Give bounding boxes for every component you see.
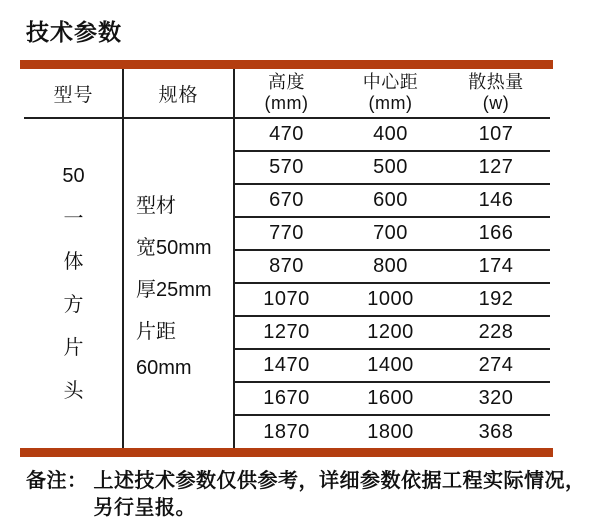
spec-cell [123, 119, 234, 449]
table-row [234, 185, 550, 218]
model-column-header: 型号 [53, 84, 94, 106]
column-header-label: 散热量 [468, 72, 524, 92]
table-cell: 670 [269, 189, 304, 211]
table-cell: 1870 [263, 421, 310, 443]
table-row [234, 218, 550, 251]
table-cell: 228 [478, 321, 514, 343]
column-header-unit: (mm) [264, 93, 309, 113]
table-header-row [24, 69, 550, 119]
column-headers [234, 69, 550, 117]
table-body [24, 119, 550, 449]
spec-table [24, 69, 550, 449]
table-cell: 400 [373, 123, 408, 145]
column-header [234, 69, 339, 117]
note-line: 上述技术参数仅供参考，详细参数依据工程实际情况， [93, 470, 586, 492]
table-cell: 1270 [263, 321, 310, 343]
column-divider-spec-data [233, 69, 235, 449]
note [26, 468, 592, 522]
bottom-accent-bar [20, 448, 553, 457]
table-cell: 146 [478, 189, 514, 211]
table-row [234, 152, 550, 185]
table-cell: 470 [269, 123, 304, 145]
spec-line: 型材 [136, 194, 176, 217]
table-row [234, 317, 550, 350]
model-line: 方 [63, 294, 84, 316]
column-header-unit: (w) [482, 93, 510, 113]
table-cell: 274 [478, 354, 514, 376]
table-cell: 166 [478, 222, 514, 244]
column-header [339, 69, 442, 117]
note-label: 备注： [26, 470, 88, 492]
table-cell: 1600 [367, 387, 414, 409]
table-cell: 600 [373, 189, 408, 211]
table-cell: 127 [478, 156, 514, 178]
column-divider-model-spec [122, 69, 124, 449]
table-cell: 107 [478, 123, 514, 145]
model-line: 一 [63, 208, 84, 230]
table-cell: 368 [478, 421, 514, 443]
model-line: 片 [63, 337, 84, 359]
spec-line: 厚25mm [136, 278, 212, 301]
table-cell: 1470 [263, 354, 310, 376]
model-line: 50 [62, 165, 85, 187]
table-cell: 1800 [367, 421, 414, 443]
column-header-unit: (mm) [368, 93, 413, 113]
table-row [234, 416, 550, 449]
table-row [234, 383, 550, 416]
table-cell: 174 [478, 255, 514, 277]
table-cell: 320 [478, 387, 514, 409]
spec-line: 宽50mm [136, 236, 212, 259]
table-row [234, 119, 550, 152]
column-header-label: 高度 [268, 72, 305, 92]
column-header-label: 中心距 [362, 72, 419, 92]
data-rows [234, 119, 550, 449]
spec-line: 片距 [136, 320, 176, 343]
table-cell: 1200 [367, 321, 414, 343]
table-cell: 870 [269, 255, 304, 277]
table-cell: 570 [269, 156, 304, 178]
model-line: 头 [63, 380, 84, 402]
table-cell: 1070 [263, 288, 310, 310]
note-text [94, 468, 586, 522]
table-cell: 1400 [367, 354, 414, 376]
top-accent-bar [20, 60, 553, 69]
model-line: 体 [63, 251, 84, 273]
table-cell: 700 [373, 222, 408, 244]
spec-line: 60mm [136, 356, 192, 379]
table-row [234, 284, 550, 317]
table-cell: 1000 [367, 288, 414, 310]
table-cell: 1670 [263, 387, 310, 409]
page-title: 技术参数 [26, 19, 122, 45]
table-cell: 192 [478, 288, 514, 310]
table-row [234, 251, 550, 284]
note-line: 另行呈报。 [93, 497, 196, 519]
spec-column-header: 规格 [158, 84, 199, 106]
table-row [234, 350, 550, 383]
table-cell: 770 [269, 222, 304, 244]
table-cell: 500 [373, 156, 408, 178]
model-cell [24, 119, 123, 449]
table-cell: 800 [373, 255, 408, 277]
column-header [442, 69, 550, 117]
